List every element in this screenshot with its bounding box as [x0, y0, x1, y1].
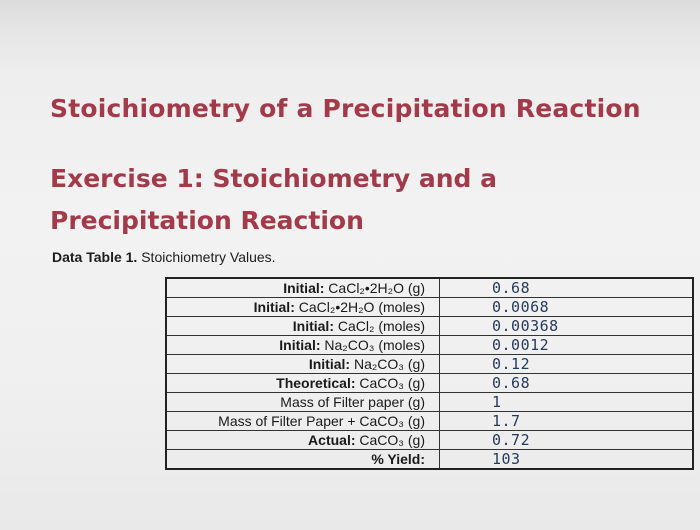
row-label-text: CaCl₂•2H₂O (moles)	[294, 299, 425, 315]
row-label-text: CaCO₃ (g)	[355, 375, 425, 391]
row-label	[166, 336, 440, 355]
row-value: 0.0012	[440, 336, 694, 355]
table-row	[166, 431, 693, 450]
row-value: 0.00368	[440, 317, 694, 336]
table-caption-number: Data Table 1.	[52, 249, 138, 265]
row-value: 0.0068	[440, 298, 694, 317]
row-label-prefix: % Yield:	[371, 451, 425, 467]
row-label-prefix: Theoretical:	[276, 375, 356, 391]
stoichiometry-table	[165, 277, 694, 470]
row-label-prefix: Initial:	[279, 337, 321, 353]
row-label-text: CaCO₃ (g)	[355, 432, 425, 448]
row-label	[166, 431, 440, 450]
table-row	[166, 298, 693, 317]
row-label-text: Mass of Filter paper (g)	[280, 394, 425, 410]
exercise-heading: Exercise 1: Stoichiometry and a Precipitation Reaction	[50, 164, 497, 235]
row-label	[166, 450, 440, 470]
table-row	[166, 355, 693, 374]
row-label	[166, 393, 440, 412]
row-value: 1.7	[440, 412, 694, 431]
row-label-prefix: Initial:	[283, 280, 325, 296]
row-label-text: Na₂CO₃ (moles)	[320, 337, 425, 353]
row-label	[166, 317, 440, 336]
row-label-text: Na₂CO₃ (g)	[350, 356, 425, 372]
table-row	[166, 336, 693, 355]
row-label-text: Mass of Filter Paper + CaCO₃ (g)	[218, 413, 425, 429]
row-label	[166, 298, 440, 317]
table-row	[166, 450, 693, 470]
table-row	[166, 412, 693, 431]
table-row	[166, 278, 693, 298]
table-row	[166, 393, 693, 412]
table-row	[166, 374, 693, 393]
row-value: 0.68	[440, 278, 694, 298]
row-label	[166, 355, 440, 374]
row-label-prefix: Initial:	[253, 299, 295, 315]
page-title: Stoichiometry of a Precipitation Reaction	[50, 94, 641, 123]
row-label	[166, 412, 440, 431]
row-value: 0.72	[440, 431, 694, 450]
row-label-text: CaCl₂ (moles)	[334, 318, 425, 334]
row-value: 0.12	[440, 355, 694, 374]
row-label-text: CaCl₂•2H₂O (g)	[324, 280, 425, 296]
row-value: 0.68	[440, 374, 694, 393]
row-label	[166, 374, 440, 393]
table-caption-text: Stoichiometry Values.	[137, 249, 276, 265]
row-label	[166, 278, 440, 298]
table-row	[166, 317, 693, 336]
row-value: 1	[440, 393, 694, 412]
row-label-prefix: Actual:	[308, 432, 356, 448]
row-value: 103	[440, 450, 694, 470]
row-label-prefix: Initial:	[292, 318, 334, 334]
row-label-prefix: Initial:	[308, 356, 351, 372]
table-caption	[52, 249, 276, 265]
